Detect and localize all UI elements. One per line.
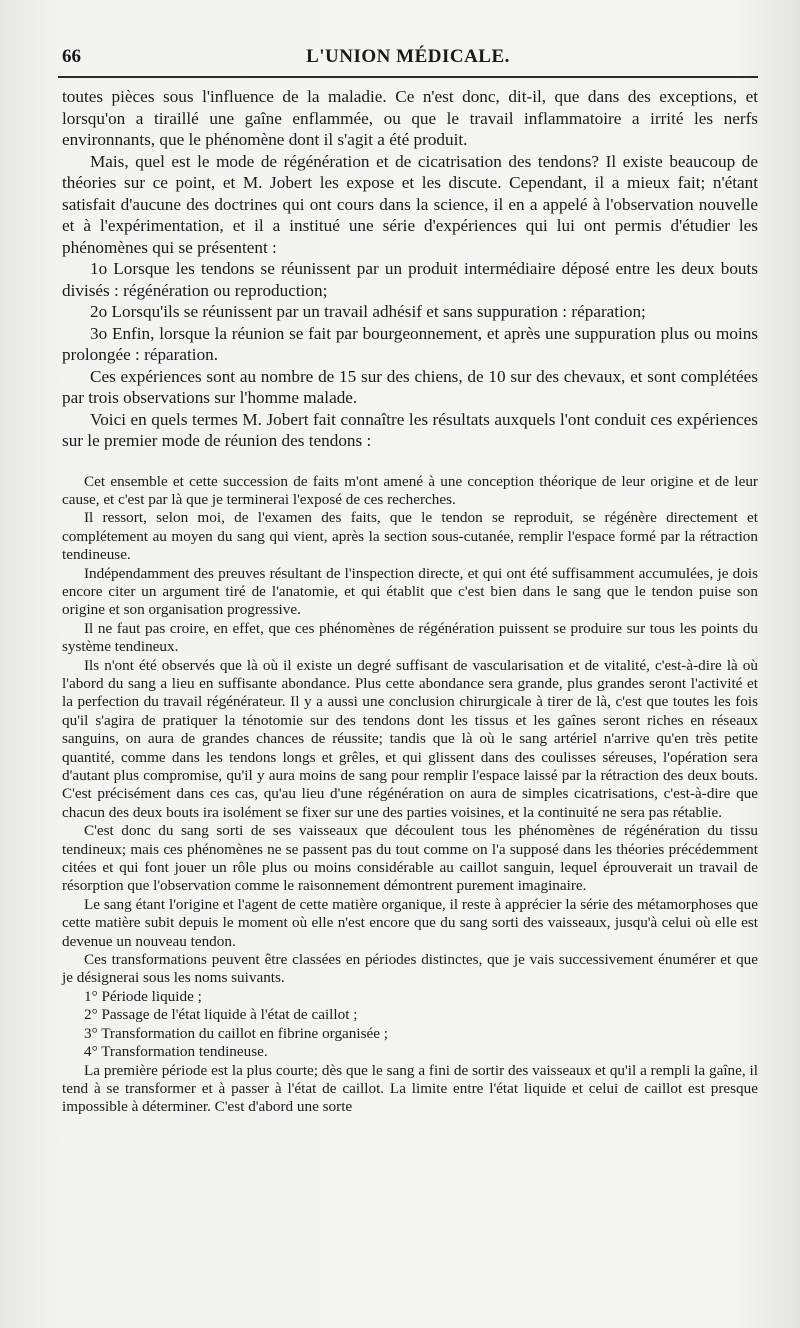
quoted-section bbox=[62, 473, 758, 1117]
period-item: 4° Transformation tendineuse. bbox=[84, 1043, 268, 1061]
quote-paragraph: C'est donc du sang sorti de ses vaisseaux que découlent tous les phénomènes de régénération du tissu tendineux; mais ces phénomènes ne se passent pas du tout comme on l'a supposé dans les théories précédemment citées et qui font jouer un rôle plus ou moins considérable au caillot sanguin, lequel éprouverait un travail de résorption que l'observation comme le raisonnement démontrent purement imaginaire. bbox=[62, 822, 758, 895]
page-header bbox=[58, 42, 758, 78]
article-body bbox=[62, 86, 758, 1117]
period-item: 2° Passage de l'état liquide à l'état de caillot ; bbox=[84, 1006, 358, 1024]
quote-paragraph: Il ne faut pas croire, en effet, que ces phénomènes de régénération puissent se produire sur tous les points du système tendineux. bbox=[62, 619, 758, 656]
paragraph: toutes pièces sous l'influence de la maladie. Ce n'est donc, dit-il, que dans des exceptions, et lorsqu'on a tiraillé une gaîne enflammée, ou que le travail inflammatoire a irrité les nerfs environnants, que le phénomène dont il s'agit a été produit. bbox=[62, 87, 758, 149]
running-head: L'UNION MÉDICALE. bbox=[306, 46, 510, 67]
quote-paragraph: Le sang étant l'origine et l'agent de cette matière organique, il reste à apprécier la série des métamorphoses que cette matière subit depuis le moment où elle n'est encore que du sang sorti des vaisseaux, jusqu'à celui où elle est devenue un nouveau tendon. bbox=[62, 895, 758, 950]
paragraph: 3o Enfin, lorsque la réunion se fait par bourgeonnement, et après une suppuration plus ou moins prolongée : réparation. bbox=[62, 323, 758, 364]
quote-paragraph: Indépendamment des preuves résultant de l'inspection directe, et qui ont été suffisamment accumulées, je dois encore citer un argument tiré de l'anatomie, et qui établit que c'est bien dans le sang que le tendon puise son origine et son organisation progressive. bbox=[62, 564, 758, 619]
quote-paragraph: La première période est la plus courte; dès que le sang a fini de sortir des vaisseaux et qu'il a rempli la gaîne, il tend à se transformer et à passer à l'état de caillot. La limite entre l'état liquide et celui de caillot est presque impossible à déterminer. C'est d'abord une sorte bbox=[62, 1061, 758, 1116]
paragraph: Ces expériences sont au nombre de 15 sur des chiens, de 10 sur des chevaux, et sont complétées par trois observations sur l'homme malade. bbox=[62, 366, 758, 407]
paragraph: 1o Lorsque les tendons se réunissent par un produit intermédiaire déposé entre les deux bouts divisés : régénération ou reproduction; bbox=[62, 259, 758, 300]
paragraph: Voici en quels termes M. Jobert fait connaître les résultats auxquels l'ont conduit ces expériences sur le premier mode de réunion des tendons : bbox=[62, 409, 758, 450]
period-item: 3° Transformation du caillot en fibrine organisée ; bbox=[84, 1024, 389, 1042]
quote-paragraph: Cet ensemble et cette succession de faits m'ont amené à une conception théorique de leur origine et de leur cause, et c'est par là que je terminerai l'exposé de ces recherches. bbox=[62, 472, 758, 508]
quote-paragraph: Ils n'ont été observés que là où il existe un degré suffisant de vascularisation et de vitalité, c'est-à-dire là où l'abord du sang a lieu en suffisante abondance. Plus cette abondance sera grande, plus grandes seront l'activité et la perfection du travail régénérateur. Il y a aussi une conclusion chirurgicale à tirer de là, c'est que toutes les fois qu'il s'agira de pratiquer la ténotomie sur des tendons dont les tissus et les gaînes seront riches en réseaux sanguins, on aura de grandes chances de réussite; tandis que là où le sang artériel n'arrive qu'en très petite quantité, comme dans les tendons longs et grêles, et qui glissent dans des coulisses séreuses, l'opération sera d'autant plus compromise, qu'il y aura moins de sang pour remplir l'espace laissé par la rétraction des deux bouts. C'est précisément dans ces cas, qu'au lieu d'une régénération on aura de simples cicatrisations, c'est-à-dire que chacun des deux bouts ira isolément se fixer sur une des parties voisines, et la continuité ne sera pas rétablie. bbox=[62, 656, 758, 821]
quote-paragraph: Ces transformations peuvent être classées en périodes distinctes, que je vais successivement énumérer et que je désignerai sous les noms suivants. bbox=[62, 951, 758, 987]
paragraph: Mais, quel est le mode de régénération et de cicatrisation des tendons? Il existe beaucoup de théories sur ce point, et M. Jobert les expose et les discute. Cependant, il a mieux fait; n'étant satisfait d'aucune des doctrines qui ont cours dans la science, il en a appelé à l'observation nouvelle et à l'expérimentation, et il a institué une série d'expériences qui lui ont permis d'étudier les phénomènes qui se présentent : bbox=[62, 151, 758, 257]
quote-paragraph: Il ressort, selon moi, de l'examen des faits, que le tendon se reproduit, se régénère directement et complétement au moyen du sang qui vient, après la section sous-cutanée, remplir l'espace formé par la rétraction tendineuse. bbox=[62, 509, 758, 564]
section-gap bbox=[62, 452, 758, 473]
period-item: 1° Période liquide ; bbox=[84, 987, 202, 1005]
intro-section bbox=[62, 86, 758, 452]
paragraph: 2o Lorsqu'ils se réunissent par un travail adhésif et sans suppuration : réparation; bbox=[90, 302, 646, 321]
page-number: 66 bbox=[62, 46, 81, 67]
